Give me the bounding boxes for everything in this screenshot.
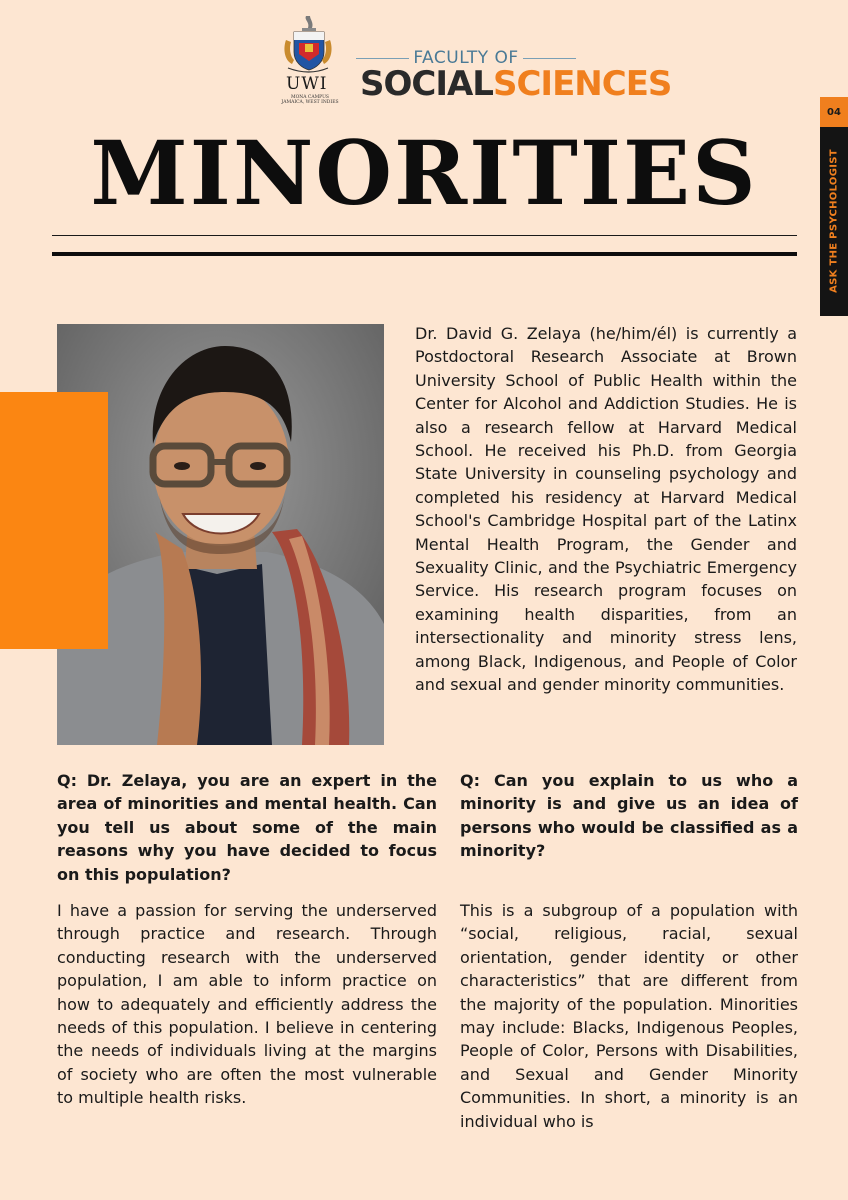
right-answer: This is a subgroup of a population with “social, religious, racial, sexual orientation, gender identity or other characteristics” that are different from the majority of the population. Minorities may include: Blacks, Indigenous Peoples, People of Color, Persons with Disabilities, and Sexual and Gender Minority Communities. In short, a minority is an individual who is	[460, 901, 798, 1131]
faculty-of-text: FACULTY OF	[413, 48, 519, 68]
right-answer-block	[460, 899, 798, 1133]
title-thin-rule	[52, 235, 797, 236]
page-title: MINORITIES	[90, 121, 758, 225]
faculty-wordmark	[360, 64, 671, 104]
uwi-wordmark: UWI	[286, 74, 328, 94]
section-label: ASK THE PSYCHOLOGIST	[828, 149, 840, 293]
faculty-left-line	[356, 58, 409, 59]
page-number-badge: 04	[820, 97, 848, 127]
header-logos	[280, 14, 672, 106]
uwi-location-line: JAMAICA, WEST INDIES	[281, 100, 339, 105]
uwi-campus-text	[280, 95, 340, 105]
faculty-social-text: SOCIAL	[360, 64, 493, 104]
section-side-tab	[820, 97, 848, 316]
left-question: Q: Dr. Zelaya, you are an expert in the area of minorities and mental health. Can you tell us about some of the main reasons why you have decided to focus on this population?	[57, 771, 437, 884]
left-qa-column	[57, 769, 437, 886]
title-thick-rule	[52, 252, 797, 256]
bio-paragraph: Dr. David G. Zelaya (he/him/él) is currently a Postdoctoral Research Associate at Brown University School of Public Health within the Center for Alcohol and Addiction Studies. He is also a research fellow at Harvard Medical School. He received his Ph.D. from Georgia State University in counseling psychology and completed his residency at Harvard Medical School's Cambridge Hospital part of the Latinx Mental Health Program, the Gender and Sexuality Clinic, and the Psychiatric Emergency Service. His research program focuses on examining health disparities, from an intersectionality and minority stress lens, among Black, Indigenous, and People of Color and sexual and gender minority communities.	[415, 324, 797, 695]
left-answer: I have a passion for serving the underserved through practice and research. Through conducting research with the underserved population, I am able to inform practice on how to adequately and efficiently address the needs of this population. I believe in centering the needs of individuals living at the margins of society who are often the most vulnerable to multiple health risks.	[57, 901, 437, 1108]
right-qa-column	[460, 769, 798, 863]
left-answer-block	[57, 899, 437, 1110]
uwi-campus-line: MONA CAMPUS	[290, 95, 330, 100]
faculty-right-line	[523, 58, 576, 59]
decorative-orange-bar	[0, 392, 108, 649]
faculty-sciences-text: SCIENCES	[492, 64, 672, 104]
right-question: Q: Can you explain to us who a minority is and give us an idea of persons who would be classified as a minority?	[460, 771, 798, 861]
